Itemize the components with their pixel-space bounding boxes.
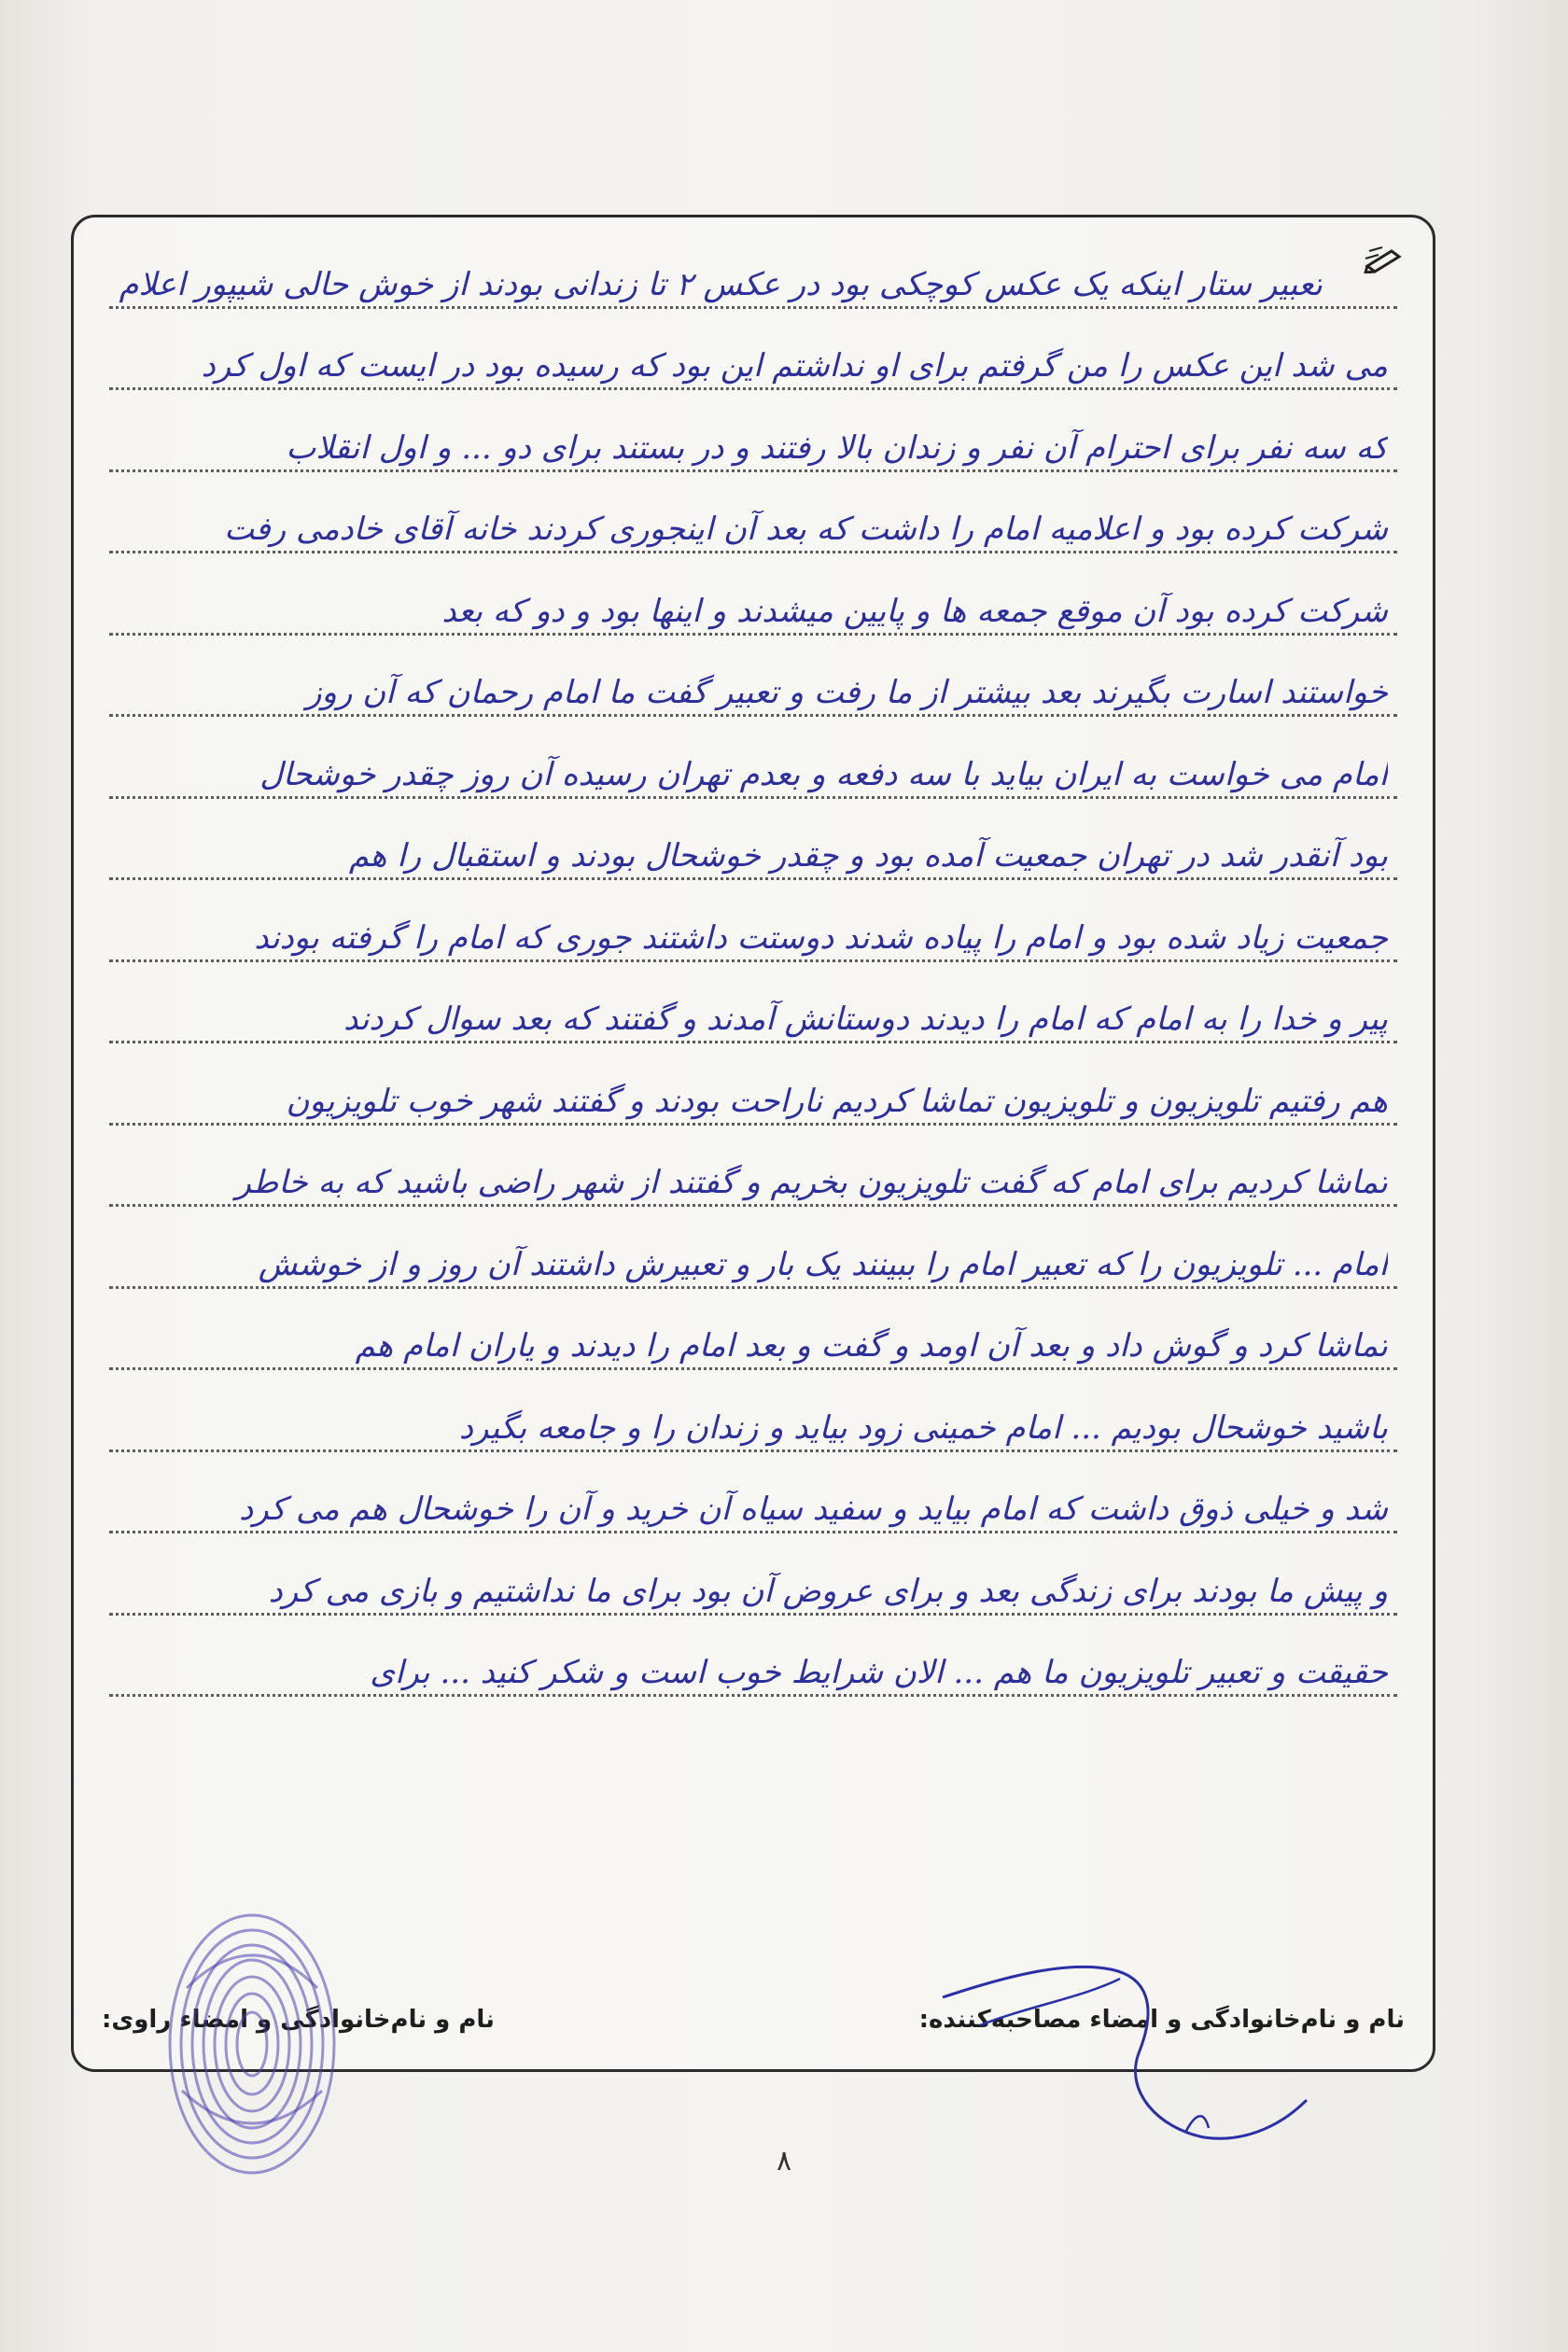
text-line [109,1627,1397,1709]
handwritten-text: شرکت کرده بود آن موقع جمعه ها و پایین میشدند و اینها بود و دو که بعد [441,592,1388,630]
text-line [109,1137,1397,1219]
handwritten-text: شد و خیلی ذوق داشت که امام بیاید و سفید سیاه آن خرید و آن را خوشحال هم می کرد [239,1491,1388,1528]
text-line [109,1545,1397,1627]
handwritten-text: خواستند اسارت بگیرند بعد بیشتر از ما رفت و تعبیر گفت ما امام رحمان که آن روز [306,674,1388,711]
interviewer-label: نام و نام‌خانوادگی و امضاء مصاحبه‌کننده: [918,2006,1405,2034]
handwritten-text: تماشا کرد و گوش داد و بعد آن اومد و گفت و بعد امام را دیدند و یاران امام هم [355,1327,1388,1365]
signature-mark [924,1941,1316,2165]
page-number: ۸ [776,2145,792,2177]
handwritten-text: جمعیت زیاد شده بود و امام را پیاده شدند دوستت داشتند جوری که امام را گرفته بودند [254,918,1388,957]
handwritten-text: امام ... تلویزیون را که تعبیر امام را ببینند یک بار و تعبیرش داشتند آن روز و از خوشش [258,1245,1388,1283]
text-line [109,1055,1397,1137]
handwritten-text: تماشا کردیم برای امام که گفت تلویزیون بخریم و گفتند از شهر راضی باشید که به خاطر [235,1164,1388,1201]
handwritten-text: می شد این عکس را من گرفتم برای او نداشتم این بود که رسیده بود در ایست که اول کرد [201,347,1388,385]
text-line [109,401,1397,483]
text-line [109,1218,1397,1300]
writing-frame [71,215,1435,2072]
text-line [109,647,1397,729]
text-line [109,320,1397,402]
narrator-label: نام و نام‌خانوادگی و امضاء راوی: [102,2006,495,2034]
text-line [109,1300,1397,1382]
handwritten-text: شرکت کرده بود و اعلامیه امام را داشت که بعد آن اینجوری کردند خانه آقای خادمی رفت [224,511,1388,548]
text-line [109,483,1397,566]
text-line [109,238,1397,320]
handwritten-text: حقیقت و تعبیر تلویزیون ما هم ... الان شرایط خوب است و شکر کنید ... برای [370,1654,1388,1691]
handwritten-text: و پیش ما بودند برای زندگی بعد و برای عروض آن بود برای ما نداشتیم و بازی می کرد [268,1572,1388,1610]
text-line [109,565,1397,647]
handwritten-text: تعبیر ستار اینکه یک عکس کوچکی بود در عکس ۲ تا زندانی بودند از خوش حالی شیپور اعلام [119,265,1323,303]
text-line [109,973,1397,1056]
handwritten-text: هم رفتیم تلویزیون و تلویزیون تماشا کردیم ناراحت بودند و گفتند شهر خوب تلویزیون [286,1082,1388,1120]
text-line [109,810,1397,892]
handwritten-text: امام می خواست به ایران بیاید با سه دفعه و بعدم تهران رسیده آن روز چقدر خوشحال [259,755,1388,793]
text-line [109,891,1397,973]
fingerprint-stamp [159,1904,345,2184]
handwritten-text: پیر و خدا را به امام که امام را دیدند دوستانش آمدند و گفتند که بعد سوال کردند [343,1001,1388,1038]
handwritten-text: که سه نفر برای احترام آن نفر و زندان بالا رفتند و در بستند برای دو ... و اول انقلاب [286,428,1388,467]
text-line [109,728,1397,810]
text-line [109,1381,1397,1463]
handwritten-text: بود آنقدر شد در تهران جمعیت آمده بود و چقدر خوشحال بودند و استقبال را هم [348,837,1388,875]
text-line [109,1463,1397,1546]
handwritten-text: باشید خوشحال بودیم ... امام خمینی زود بیاید و زندان را و جامعه بگیرد [458,1408,1388,1447]
handwritten-lines [109,238,1397,1708]
